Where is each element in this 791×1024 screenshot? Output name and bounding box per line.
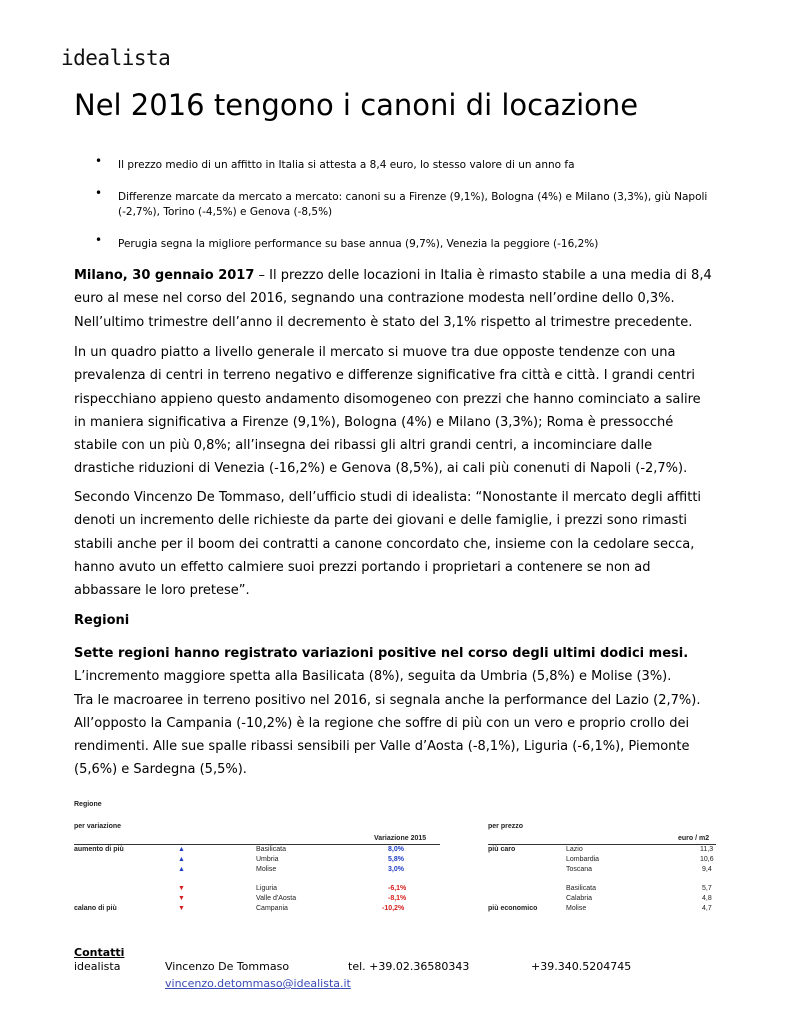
intro-paragraph xyxy=(74,264,714,334)
table-cell: Basilicata xyxy=(566,885,596,892)
regioni-line2: Tra le macroaree in terreno positivo nel 2016, si segnala anche la performance del Lazio (2,7%). All’opposto la Campania (-10,2%) è la regione che soffre di più con un vero e proprio crollo dei rendimenti. Alle sue spalle ribassi sensibili per Valle d’Aosta (-8,1%), Liguria (-6,1%), Piemonte (5,6%) e Sardegna (5,5%). xyxy=(74,692,701,778)
regioni-paragraph xyxy=(74,642,714,782)
highlight-item: • Differenze marcate da mercato a mercato: canoni su a Firenze (9,1%), Bologna (4%) e Milano (3,3%), giù Napoli (-2,7%), Torino (-4,5%) e Genova (-8,5%) xyxy=(95,186,708,218)
quote-paragraph: Secondo Vincenzo De Tommaso, dell’ufficio studi di idealista: “Nonostante il mercato degli affitti denoti un incremento delle richieste da parte dei giovani e delle famiglie, i prezzi sono rimasti stabili anche per il boom dei contratti a canone concordato che, insieme con la cedolare secca, hanno avuto un effetto calmiere suoi prezzi portando i proprietari a contenere se non ad abbassare le loro pretese”. xyxy=(74,490,702,599)
idealista-logo: idealista xyxy=(61,46,171,70)
dateline: Milano, 30 gennaio 2017 xyxy=(74,268,255,283)
up-arrow-icon: ▲ xyxy=(178,856,185,863)
right-col-header: euro / m2 xyxy=(678,835,710,842)
contact-mobile: +39.340.5204745 xyxy=(531,960,632,973)
table-cell: 3,0% xyxy=(388,866,404,873)
left-heading: per variazione xyxy=(74,823,122,830)
contacts-heading: Contatti xyxy=(74,946,125,959)
table-cell: -8,1% xyxy=(388,895,407,902)
highlights-list xyxy=(95,154,735,269)
table-title: Regione xyxy=(74,801,102,808)
table-cell: Molise xyxy=(566,905,587,912)
table-cell: 9,4 xyxy=(702,866,712,873)
up-arrow-icon: ▲ xyxy=(178,866,185,873)
table-cell: Toscana xyxy=(566,866,593,873)
right-group-down: più economico xyxy=(488,905,538,912)
regions-table xyxy=(74,801,724,921)
table-cell: Basilicata xyxy=(256,846,286,853)
regioni-heading: Regioni xyxy=(74,613,130,628)
table-cell: Molise xyxy=(256,866,277,873)
table-cell: Liguria xyxy=(256,885,278,892)
table-cell: -10,2% xyxy=(382,905,405,912)
right-group-up: più caro xyxy=(488,846,516,853)
table-cell: Lombardia xyxy=(566,856,600,863)
left-group-down: calano di più xyxy=(74,905,117,912)
table-cell: 4,7 xyxy=(702,905,712,912)
regioni-line1: L’incremento maggiore spetta alla Basilicata (8%), seguita da Umbria (5,8%) e Molise (3%). xyxy=(74,669,672,685)
table-cell: 8,0% xyxy=(388,846,404,853)
down-arrow-icon: ▼ xyxy=(178,905,185,912)
right-heading: per prezzo xyxy=(488,823,524,830)
contact-company: idealista xyxy=(74,960,121,973)
down-arrow-icon: ▼ xyxy=(178,885,185,892)
table-cell: -6,1% xyxy=(388,885,407,892)
down-arrow-icon: ▼ xyxy=(178,895,185,902)
left-divider xyxy=(74,844,440,845)
table-cell: 5,8% xyxy=(388,856,404,863)
table-cell: Valle d'Aosta xyxy=(256,895,297,902)
table-cell: 5,7 xyxy=(702,885,712,892)
table-cell: Calabria xyxy=(566,895,593,902)
bullet-icon: • xyxy=(95,233,103,247)
contact-tel: tel. +39.02.36580343 xyxy=(348,960,470,973)
left-group-up: aumento di più xyxy=(74,846,124,853)
regioni-subheading: Sette regioni hanno registrato variazioni positive nel corso degli ultimi dodici mesi. xyxy=(74,646,689,661)
table-cell: 11,3 xyxy=(700,846,714,853)
highlight-item: • Il prezzo medio di un affitto in Italia si attesta a 8,4 euro, lo stesso valore di un anno fa xyxy=(95,154,575,171)
page-title: Nel 2016 tengono i canoni di locazione xyxy=(74,88,639,122)
highlight-item: • Perugia segna la migliore performance su base annua (9,7%), Venezia la peggiore (-16,2%) xyxy=(95,233,599,250)
left-col-header: Variazione 2015 xyxy=(374,835,427,842)
market-paragraph: In un quadro piatto a livello generale il mercato si muove tra due opposte tendenze con una prevalenza di centri in terreno negativo e differenze significative fra città e città. I grandi centri rispecchiano appieno questo andamento disomogeneo con prezzi che hanno cominciato a salire in maniera significativa a Firenze (9,1%), Bologna (4%) e Milano (3,3%); Roma è pressocché stabile con un più 0,8%; all’insegna dei ribassi gli altri grandi centri, a incominciare dalle drastiche riduzioni di Venezia (-16,2%) e Genova (8,5%), ai cali più conenuti di Napoli (-2,7%). xyxy=(74,345,701,477)
intro-text: – Il prezzo delle locazioni in Italia è rimasto stabile a una media di 8,4 euro al mese nel corso del 2016, segnando una contrazione modesta nell’ordine dello 0,3%. Nell’ultimo trimestre dell’anno il decremento è stato del 3,1% rispetto al trimestre precedente. xyxy=(74,268,712,330)
up-arrow-icon: ▲ xyxy=(178,846,185,853)
right-divider xyxy=(488,844,716,845)
table-cell: Lazio xyxy=(566,846,583,853)
table-cell: 10,6 xyxy=(700,856,714,863)
contact-name: Vincenzo De Tommaso xyxy=(165,960,290,973)
table-cell: Campania xyxy=(256,905,288,912)
contact-email-link[interactable]: vincenzo.detommaso@idealista.it xyxy=(165,977,351,990)
table-cell: 4,8 xyxy=(702,895,712,902)
bullet-icon: • xyxy=(95,154,103,168)
table-cell: Umbria xyxy=(256,856,279,863)
bullet-icon: • xyxy=(95,186,103,200)
